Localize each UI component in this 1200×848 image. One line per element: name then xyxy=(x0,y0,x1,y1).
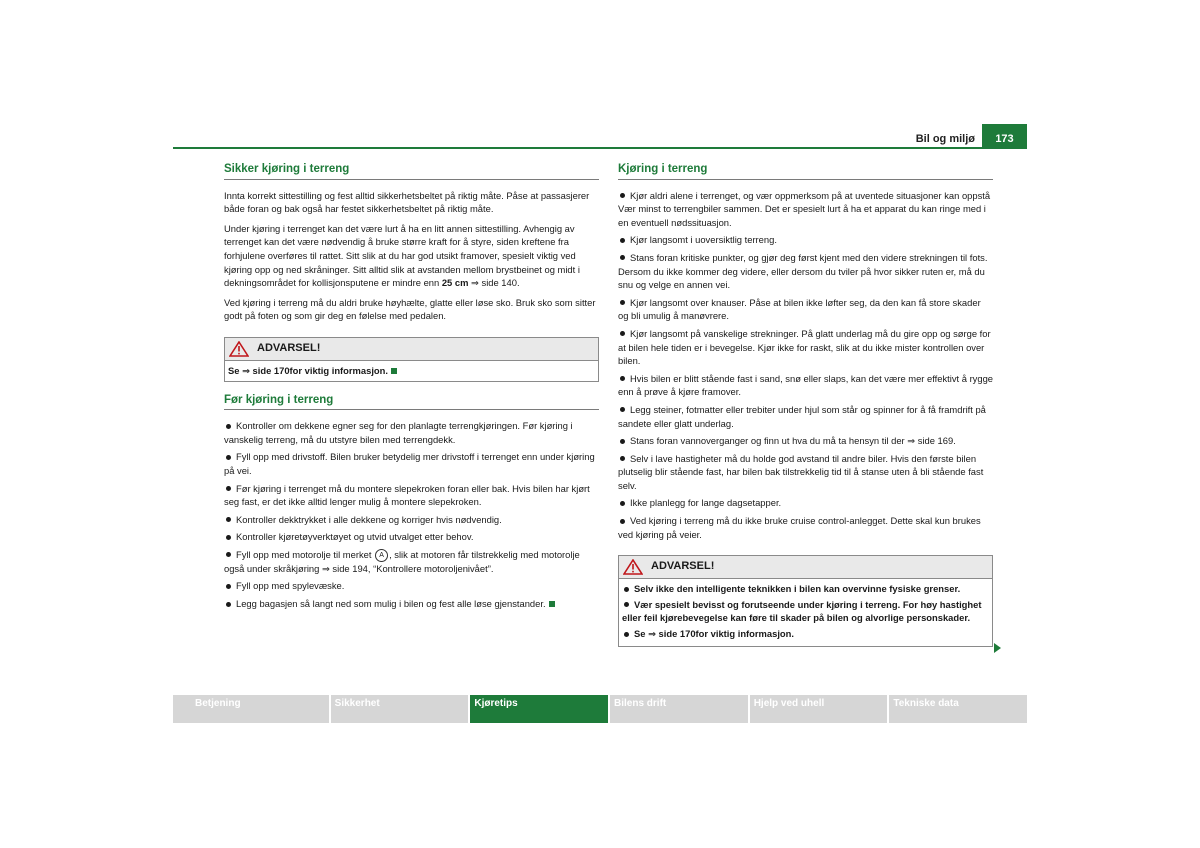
marker-a-icon: A xyxy=(375,549,388,562)
paragraph: Innta korrekt sittestilling og fest alltid sikkerhetsbeltet på riktig måte. Påse at passasjerer både foran og bak også har festet sikkerhetsbeltet på riktig måte. xyxy=(224,189,590,215)
list-item-text: Kjør aldri alene i terrenget, og vær oppmerksom på at uventede situasjoner kan oppstå Vær minst to terrengbiler sammen. Det er spesielt lurt å ha et apparat du kan ringe med i en eventuell nødssituasjon. xyxy=(618,189,991,228)
page-reference: ⇒ side 140. xyxy=(471,277,520,289)
list-item xyxy=(224,548,599,576)
end-marker-icon xyxy=(391,368,397,374)
page-number: 173 xyxy=(982,124,1027,148)
list-item-text: Stans foran vannoverganger og finn ut hva du må ta hensyn til der ⇒ side 169. xyxy=(630,435,956,447)
list-item-text: Hvis bilen er blitt stående fast i sand, snø eller slaps, kan det være mer effektivt å rygge enn å prøve å kjøre framover. xyxy=(618,372,994,398)
chapter-nav xyxy=(173,695,1027,723)
list-item xyxy=(618,296,993,323)
bullet-icon xyxy=(226,535,231,540)
list-item-text: Fyll opp med drivstoff. Bilen bruker betydelig mer drivstoff i terrenget enn under kjøring på vei. xyxy=(224,451,595,476)
bullet-icon xyxy=(624,632,629,637)
list-item-text: Kontroller kjøretøyverktøyet og utvid utvalget etter behov. xyxy=(236,531,474,543)
bullet-icon xyxy=(226,517,231,522)
list-item xyxy=(618,372,993,399)
list-item-text: , slik at motoren får tilstrekkelig med motorolje også under skråkjøring ⇒ side 194, “Kontrollere motoroljenivået”. xyxy=(224,548,580,574)
tab-tekniske-data[interactable]: Tekniske data xyxy=(889,695,1027,723)
list-item xyxy=(618,403,993,430)
bullet-icon xyxy=(226,486,231,491)
end-marker-icon xyxy=(549,601,555,607)
tab-hjelp-ved-uhell[interactable]: Hjelp ved uhell xyxy=(750,695,888,723)
bullet-icon xyxy=(620,255,625,260)
paragraph: Ved kjøring i terreng må du aldri bruke høyhælte, glatte eller løse sko. Bruk sko som sitter godt på foten og som gir deg en følelse med pedalen. xyxy=(224,296,596,322)
tab-betjening[interactable]: Betjening xyxy=(173,695,329,723)
list-item-text: Ved kjøring i terreng må du ikke bruke cruise control-anlegget. Dette skal kun brukes ved kjøring på veier. xyxy=(618,515,981,540)
bullet-icon xyxy=(620,407,625,412)
bullet-icon xyxy=(226,424,231,429)
bullet-icon xyxy=(226,584,231,589)
distance-value: 25 cm xyxy=(441,277,469,289)
tab-kjoretips[interactable]: Kjøretips xyxy=(470,695,608,723)
bullet-icon xyxy=(620,331,625,336)
list-item xyxy=(618,434,993,448)
warning-box xyxy=(618,555,993,646)
bullet-icon xyxy=(620,300,625,305)
bullet-icon xyxy=(620,376,625,381)
list-item-text: Kontroller dekktrykket i alle dekkene og korriger hvis nødvendig. xyxy=(236,513,502,525)
list-item xyxy=(618,327,993,368)
next-page-arrow-icon[interactable] xyxy=(994,643,1001,653)
list-item xyxy=(224,579,599,593)
list-item-text: Kjør langsomt over knauser. Påse at bilen ikke løfter seg, da den kan få store skader og bli umulig å manøvrere. xyxy=(618,296,981,322)
list-item-text: Fyll opp med motorolje til merket xyxy=(236,548,372,560)
paragraph-text: Under kjøring i terrenget kan det være lurt å ha en litt annen sittestilling. Avhengig av terrenget kan det være nødvendig å bruke større kraft for å styre, siden kreftene fra forhjulene overføres til rattet. Sitt slik at du har god utsikt framover, spesielt viktig ved kjøring opp og ned skråninger. Sitt alltid slik at avstanden mellom brystbeinet og midt i dekningsområdet for kollisjonsputene er mindre enn xyxy=(224,222,580,289)
warning-item-text: Se ⇒ side 170for viktig informasjon. xyxy=(634,628,794,640)
bullet-icon xyxy=(620,238,625,243)
bullet-icon xyxy=(620,501,625,506)
warning-header xyxy=(619,556,992,579)
list-item xyxy=(618,251,993,292)
warning-label: ADVARSEL! xyxy=(651,560,715,573)
list-item xyxy=(224,419,599,446)
bullet-icon xyxy=(620,439,625,444)
warning-text xyxy=(225,361,598,381)
list-item-text: Kjør langsomt i uoversiktlig terreng. xyxy=(630,234,777,246)
list-item-text: Selv i lave hastigheter må du holde god avstand til andre biler. Hvis den første bilen plutselig blir stående fast, har bilen bak tilstrekkelig tid til å stanse uten å bli stående fast selv. xyxy=(618,452,984,491)
list-item xyxy=(224,482,599,509)
list-item xyxy=(224,530,599,544)
list-item-text: Kontroller om dekkene egner seg for den planlagte terrengkjøringen. Før kjøring i vanskelig terreng, må du utstyre bilen med terrengdekk. xyxy=(224,420,573,445)
list-item-text: Legg bagasjen så langt ned som mulig i bilen og fest alle løse gjenstander. xyxy=(236,598,546,610)
bullet-icon xyxy=(620,519,625,524)
warning-label: ADVARSEL! xyxy=(257,341,321,354)
list-item xyxy=(224,450,599,477)
list-item-text: Kjør langsomt på vanskelige strekninger. På glatt underlag må du gire opp og sørge for at bilen hele tiden er i bevegelse. Kjør ikke for raskt, slik at du ikke mister kontrollen over bilen. xyxy=(618,327,991,367)
bullet-icon xyxy=(226,602,231,607)
bullet-icon xyxy=(620,193,625,198)
bullet-icon xyxy=(620,456,625,461)
section-title-safe-driving: Sikker kjøring i terreng xyxy=(224,163,599,180)
warning-header xyxy=(225,338,598,361)
section-title-offroad: Kjøring i terreng xyxy=(618,163,993,180)
list-item-text: Fyll opp med spylevæske. xyxy=(236,580,345,592)
right-column xyxy=(618,163,993,659)
bullet-icon xyxy=(226,552,231,557)
paragraph xyxy=(224,222,599,290)
bullet-icon xyxy=(624,587,629,592)
chapter-title: Bil og miljø xyxy=(915,133,975,145)
warning-item-text: Selv ikke den intelligente teknikken i bilen kan overvinne fysiske grenser. xyxy=(634,583,961,595)
warning-triangle-icon xyxy=(229,341,249,357)
list-item xyxy=(618,233,993,247)
list-item-text: Ikke planlegg for lange dagsetapper. xyxy=(630,497,782,509)
warning-triangle-icon xyxy=(623,559,643,575)
tab-sikkerhet[interactable]: Sikkerhet xyxy=(331,695,469,723)
list-item xyxy=(618,496,993,510)
warning-text xyxy=(619,579,992,645)
list-item xyxy=(618,189,993,230)
bullet-icon xyxy=(624,602,629,607)
bullet-icon xyxy=(226,455,231,460)
list-item-text: Legg steiner, fotmatter eller trebiter under hjul som står og spinner for å få framdrift på sandete eller glatt underlag. xyxy=(618,403,986,429)
warning-item xyxy=(622,627,989,641)
warning-reference: Se ⇒ side 170for viktig informasjon. xyxy=(228,364,388,376)
list-item xyxy=(224,597,599,611)
header-rule xyxy=(173,147,1027,149)
left-column xyxy=(224,163,599,615)
tab-bilens-drift[interactable]: Bilens drift xyxy=(610,695,748,723)
list-item-text: Stans foran kritiske punkter, og gjør deg først kjent med den videre strekningen til fots. Dersom du ikke kommer deg videre, eller dersom du tviler på hvor sikker ruten er, må du snu og velge en annen vei. xyxy=(618,251,988,291)
warning-item-text: Vær spesielt bevisst og forutseende under kjøring i terreng. For høy hastighet eller feil kjørebevegelse kan føre til skader på bilen og alvorlige personskader. xyxy=(622,598,982,624)
list-item xyxy=(618,514,993,541)
list-item-text: Før kjøring i terrenget må du montere slepekroken foran eller bak. Hvis bilen har kjørt seg fast, er det ikke alltid lenger mulig å montere slepekroken. xyxy=(224,482,590,508)
list-item xyxy=(618,452,993,493)
warning-item xyxy=(622,598,989,625)
list-item xyxy=(224,513,599,527)
warning-box xyxy=(224,337,599,382)
section-title-before-offroad: Før kjøring i terreng xyxy=(224,394,599,411)
warning-item xyxy=(622,582,989,596)
